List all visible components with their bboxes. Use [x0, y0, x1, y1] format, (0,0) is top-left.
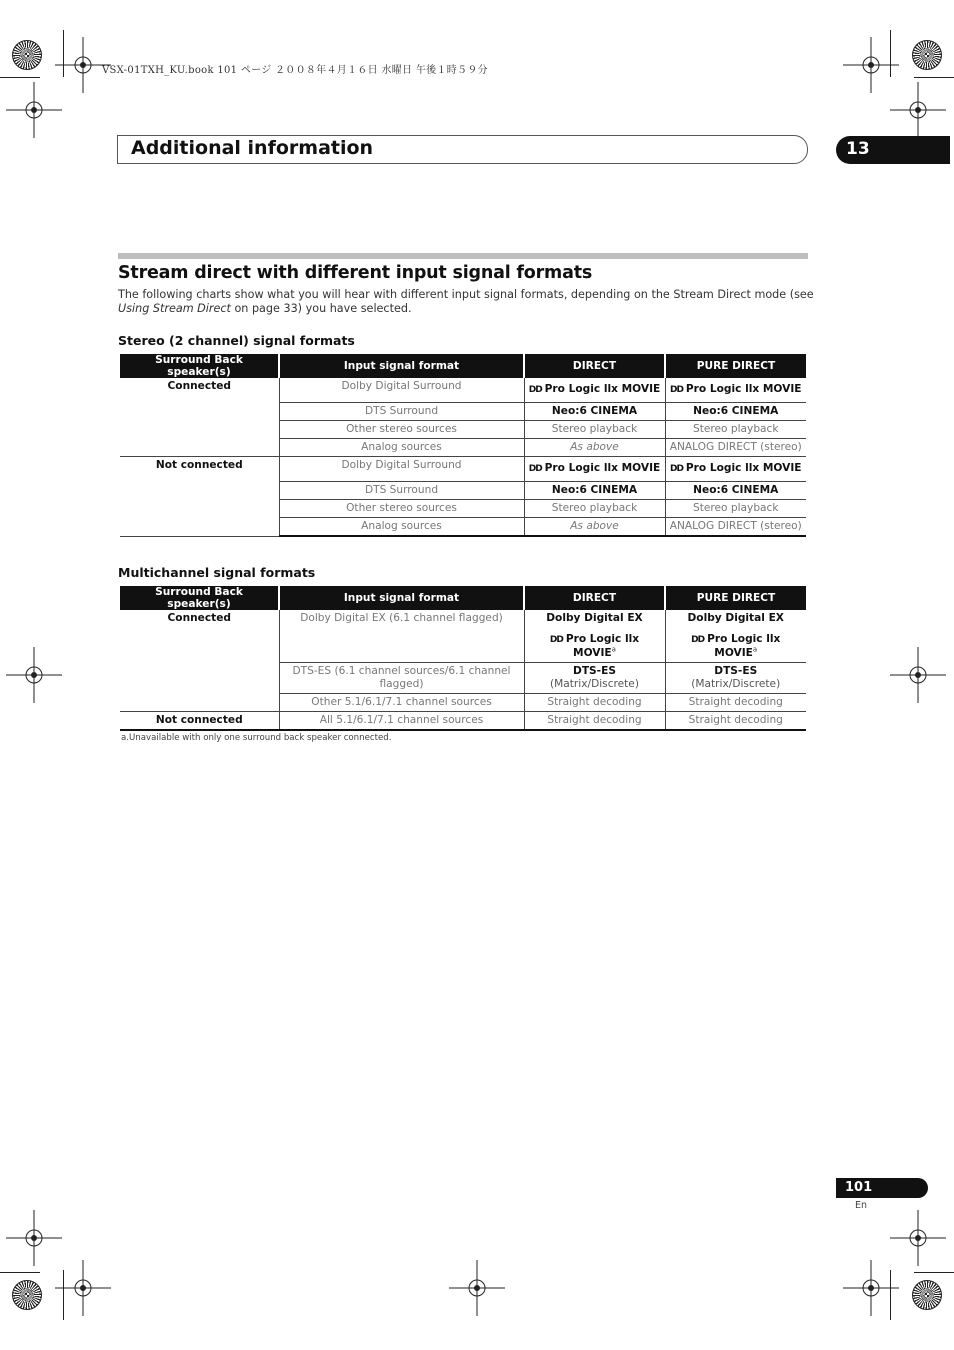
- input-cell: Dolby Digital Surround: [279, 378, 524, 403]
- crop-mark: [0, 1272, 40, 1273]
- footnote-ref: a: [611, 645, 616, 654]
- input-cell: Analog sources: [279, 439, 524, 457]
- crosshair-icon: [6, 1210, 62, 1266]
- direct-cell: DTS-ES (Matrix/Discrete): [524, 663, 665, 694]
- input-cell: Dolby Digital EX (6.1 channel flagged): [279, 610, 524, 663]
- crosshair-icon: [890, 647, 946, 703]
- pure-direct-cell: ANALOG DIRECT (stereo): [665, 439, 806, 457]
- speaker-cell: Connected: [120, 378, 279, 457]
- direct-cell: Straight decoding: [524, 694, 665, 712]
- crop-mark: [890, 30, 891, 77]
- crop-mark: [914, 1272, 954, 1273]
- direct-cell: Stereo playback: [524, 421, 665, 439]
- speaker-cell: Not connected: [120, 457, 279, 537]
- dolby-dd-icon: DD: [549, 635, 563, 645]
- input-cell: DTS Surround: [279, 482, 524, 500]
- multichannel-signal-table: [120, 586, 806, 731]
- dolby-dd-icon: DD: [669, 385, 683, 395]
- crop-mark: [63, 30, 64, 77]
- direct-cell: Neo:6 CINEMA: [524, 482, 665, 500]
- section-title: Stream direct with different input signal formats: [118, 263, 593, 283]
- direct-cell: DD Pro Logic llx MOVIE: [524, 457, 665, 482]
- col-header: PURE DIRECT: [665, 354, 806, 378]
- stereo-signal-table: [120, 354, 806, 537]
- page-number: 101: [845, 1180, 873, 1195]
- input-cell: Other stereo sources: [279, 500, 524, 518]
- speaker-cell: Connected: [120, 610, 279, 712]
- col-header: Surround Back speaker(s): [120, 354, 279, 378]
- crop-mark: [914, 77, 954, 78]
- dolby-dd-icon: DD: [528, 385, 542, 395]
- dolby-dd-icon: DD: [528, 464, 542, 474]
- stereo-table-title: Stereo (2 channel) signal formats: [118, 333, 355, 348]
- direct-cell: As above: [524, 439, 665, 457]
- pure-direct-cell: Dolby Digital EX DD Pro Logic llx MOVIE$^a$: [665, 610, 806, 663]
- crosshair-icon: [6, 647, 62, 703]
- direct-cell: DD Pro Logic llx MOVIE: [524, 378, 665, 403]
- col-header: DIRECT: [524, 586, 665, 610]
- input-cell: DTS Surround: [279, 403, 524, 421]
- registration-target-icon: [12, 40, 42, 70]
- crosshair-icon: [449, 1260, 505, 1316]
- input-cell: Dolby Digital Surround: [279, 457, 524, 482]
- pure-direct-cell: DD Pro Logic llx MOVIE: [665, 457, 806, 482]
- pure-direct-cell: Straight decoding: [665, 694, 806, 712]
- col-header: Input signal format: [279, 354, 524, 378]
- crop-mark: [890, 1270, 891, 1320]
- footnote: a.Unavailable with only one surround back speaker connected.: [121, 733, 392, 743]
- col-header: Input signal format: [279, 586, 524, 610]
- crosshair-icon: [890, 82, 946, 138]
- chapter-number: 13: [846, 139, 870, 159]
- table-row: [120, 712, 806, 731]
- col-header: DIRECT: [524, 354, 665, 378]
- file-header: VSX-01TXH_KU.book 101 ページ ２００８年４月１６日 水曜日 午後１時５９分: [102, 65, 488, 76]
- registration-target-icon: [12, 1280, 42, 1310]
- crosshair-icon: [6, 82, 62, 138]
- pure-direct-cell: Neo:6 CINEMA: [665, 482, 806, 500]
- input-cell: DTS-ES (6.1 channel sources/6.1 channel flagged): [279, 663, 524, 694]
- input-cell: All 5.1/6.1/7.1 channel sources: [279, 712, 524, 731]
- pure-direct-cell: Neo:6 CINEMA: [665, 403, 806, 421]
- pure-direct-cell: DD Pro Logic llx MOVIE: [665, 378, 806, 403]
- page-language: En: [855, 1200, 868, 1211]
- table-row: [120, 457, 806, 482]
- footnote-ref: a: [752, 645, 758, 654]
- table-header-row: [120, 354, 806, 378]
- dolby-dd-icon: DD: [669, 464, 683, 474]
- crop-mark: [0, 77, 40, 78]
- header-title: Additional information: [131, 137, 374, 159]
- pure-direct-cell: Stereo playback: [665, 500, 806, 518]
- direct-cell: Neo:6 CINEMA: [524, 403, 665, 421]
- pure-direct-cell: Straight decoding: [665, 712, 806, 731]
- direct-cell: Dolby Digital EX DD Pro Logic llx MOVIE$^a$: [524, 610, 665, 663]
- section-rule: [118, 253, 808, 259]
- direct-cell: Straight decoding: [524, 712, 665, 731]
- registration-target-icon: [912, 40, 942, 70]
- table-header-row: [120, 586, 806, 610]
- intro-link-text: Using Stream Direct: [118, 302, 231, 315]
- intro-paragraph: The following charts show what you will hear with different input signal formats, depending on the Stream Direct mode (see Using Stream Direct on page 33) you have selected.: [118, 288, 814, 315]
- input-cell: Other stereo sources: [279, 421, 524, 439]
- speaker-cell: Not connected: [120, 712, 279, 731]
- registration-target-icon: [912, 1280, 942, 1310]
- direct-cell: Stereo playback: [524, 500, 665, 518]
- pure-direct-cell: DTS-ES (Matrix/Discrete): [665, 663, 806, 694]
- input-cell: Analog sources: [279, 518, 524, 537]
- pure-direct-cell: ANALOG DIRECT (stereo): [665, 518, 806, 537]
- col-header: PURE DIRECT: [665, 586, 806, 610]
- multichannel-table-title: Multichannel signal formats: [118, 565, 316, 580]
- table-row: [120, 610, 806, 663]
- input-cell: Other 5.1/6.1/7.1 channel sources: [279, 694, 524, 712]
- pure-direct-cell: Stereo playback: [665, 421, 806, 439]
- dolby-dd-icon: DD: [691, 635, 705, 645]
- col-header: Surround Back speaker(s): [120, 586, 279, 610]
- crop-mark: [63, 1270, 64, 1320]
- table-row: [120, 378, 806, 403]
- direct-cell: As above: [524, 518, 665, 537]
- crosshair-icon: [890, 1210, 946, 1266]
